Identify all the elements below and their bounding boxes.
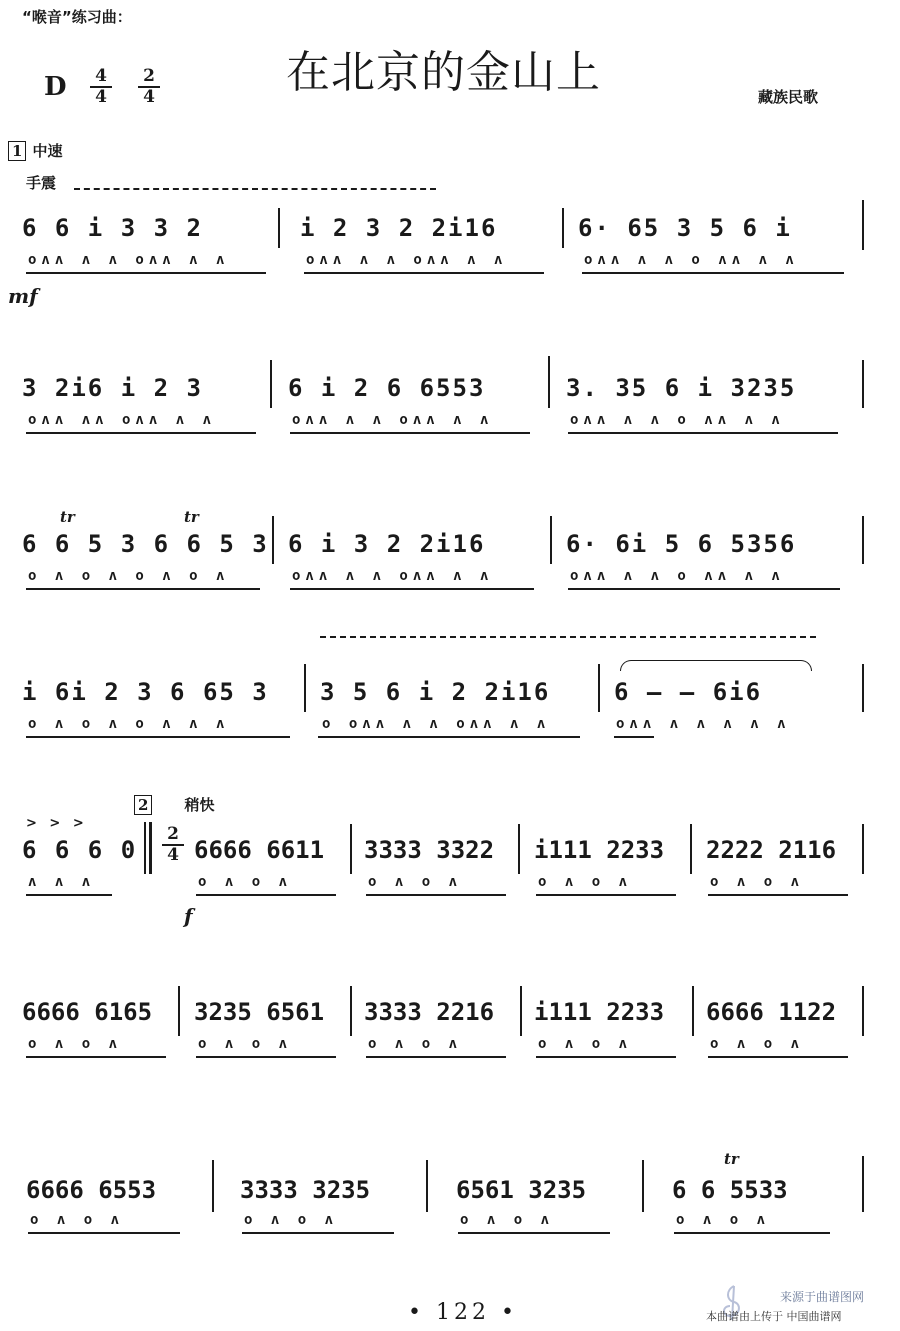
pattern-r1-m1: oʌʌ ʌ ʌ oʌʌ ʌ ʌ bbox=[28, 252, 230, 268]
pattern-underline bbox=[708, 894, 848, 896]
trill-mark: tr bbox=[60, 508, 75, 526]
pattern-r5-m2: o ʌ o ʌ bbox=[198, 874, 293, 890]
barline bbox=[862, 200, 864, 250]
accent-marks: > > > bbox=[26, 816, 88, 831]
pattern-r4-m2: o oʌʌ ʌ ʌ oʌʌ ʌ ʌ bbox=[322, 716, 551, 732]
measure-r2-m1: 3 2i6 i 2 3 bbox=[22, 374, 203, 402]
section-1-marker bbox=[8, 140, 62, 161]
measure-r6-m3: 3333 2216 bbox=[364, 998, 495, 1026]
barline bbox=[212, 1160, 214, 1212]
pattern-r2-m2: oʌʌ ʌ ʌ oʌʌ ʌ ʌ bbox=[292, 412, 494, 428]
tempo-label: 稍快 bbox=[184, 796, 215, 814]
pattern-underline bbox=[536, 894, 676, 896]
barline bbox=[862, 986, 864, 1036]
barline bbox=[692, 986, 694, 1036]
barline bbox=[862, 360, 864, 408]
song-origin: 藏族民歌 bbox=[758, 88, 819, 106]
time-signature-2-4 bbox=[138, 68, 160, 106]
measure-r5-m1: 6 6 6 0 bbox=[22, 836, 138, 864]
measure-r1-m2: i 2 3 2 2i16 bbox=[300, 214, 498, 242]
measure-r7-m4: 6 6 5533 bbox=[672, 1176, 788, 1204]
measure-r3-m3: 6· 6i 5 6 5356 bbox=[566, 530, 797, 558]
trill-mark: tr bbox=[724, 1150, 739, 1168]
pattern-r2-m1: oʌʌ ʌʌ oʌʌ ʌ ʌ bbox=[28, 412, 217, 428]
pattern-underline bbox=[708, 1056, 848, 1058]
dynamic-f: f bbox=[184, 904, 193, 928]
pattern-r1-m2: oʌʌ ʌ ʌ oʌʌ ʌ ʌ bbox=[306, 252, 508, 268]
section-number: 1 bbox=[8, 141, 26, 161]
pattern-r5-m5: o ʌ o ʌ bbox=[710, 874, 805, 890]
section-number: 2 bbox=[134, 795, 152, 815]
pattern-r6-m1: o ʌ o ʌ bbox=[28, 1036, 123, 1052]
pattern-r6-m4: o ʌ o ʌ bbox=[538, 1036, 633, 1052]
pattern-underline bbox=[26, 432, 256, 434]
time-signature-4-4 bbox=[90, 68, 112, 106]
pattern-underline bbox=[614, 736, 654, 738]
pattern-r5-m3: o ʌ o ʌ bbox=[368, 874, 463, 890]
pattern-r7-m4: o ʌ o ʌ bbox=[676, 1212, 771, 1228]
pattern-underline bbox=[366, 894, 506, 896]
time-numerator: 4 bbox=[95, 66, 107, 86]
pattern-r5-m1: ʌ ʌ ʌ bbox=[28, 874, 96, 890]
barline bbox=[862, 516, 864, 564]
barline bbox=[598, 664, 600, 712]
measure-r2-m3: 3. 35 6 i 3235 bbox=[566, 374, 797, 402]
measure-r5-m2: 6666 6611 bbox=[194, 836, 325, 864]
pattern-underline bbox=[242, 1232, 394, 1234]
pattern-r6-m2: o ʌ o ʌ bbox=[198, 1036, 293, 1052]
barline bbox=[548, 356, 550, 408]
pattern-underline bbox=[674, 1232, 830, 1234]
measure-r7-m3: 6561 3235 bbox=[456, 1176, 587, 1204]
measure-r6-m1: 6666 6165 bbox=[22, 998, 153, 1026]
technique-extension-line bbox=[74, 188, 436, 190]
key-signature: D bbox=[44, 72, 67, 102]
measure-r7-m2: 3333 3235 bbox=[240, 1176, 371, 1204]
pattern-underline bbox=[196, 1056, 336, 1058]
watermark-uploader: 本曲谱由上传于 中国曲谱网 bbox=[706, 1310, 842, 1323]
pattern-underline bbox=[536, 1056, 676, 1058]
barline bbox=[304, 664, 306, 712]
pattern-r4-m1: o ʌ o ʌ o ʌ ʌ ʌ bbox=[28, 716, 230, 732]
measure-r1-m1: 6 6 i 3 3 2 bbox=[22, 214, 203, 242]
measure-r4-m2: 3 5 6 i 2 2i16 bbox=[320, 678, 551, 706]
measure-r6-m4: i111 2233 bbox=[534, 998, 665, 1026]
measure-r3-m1: 6 6 5 3 6 6 5 3 bbox=[22, 530, 269, 558]
section-2-marker bbox=[134, 794, 214, 815]
technique-label: 手震 bbox=[26, 174, 57, 192]
barline bbox=[862, 664, 864, 712]
pattern-underline bbox=[290, 588, 534, 590]
pattern-r7-m3: o ʌ o ʌ bbox=[460, 1212, 555, 1228]
barline bbox=[426, 1160, 428, 1212]
pattern-r3-m3: oʌʌ ʌ ʌ o ʌʌ ʌ ʌ bbox=[570, 568, 785, 584]
pattern-r5-m4: o ʌ o ʌ bbox=[538, 874, 633, 890]
pattern-underline bbox=[318, 736, 580, 738]
barline bbox=[518, 824, 520, 874]
measure-r1-m3: 6· 65 3 5 6 i bbox=[578, 214, 792, 242]
measure-r5-m5: 2222 2116 bbox=[706, 836, 837, 864]
pattern-r2-m3: oʌʌ ʌ ʌ o ʌʌ ʌ ʌ bbox=[570, 412, 785, 428]
pattern-underline bbox=[26, 1056, 166, 1058]
measure-r4-m3: 6 – – 6i6 bbox=[614, 678, 763, 706]
pattern-underline bbox=[26, 736, 290, 738]
time-signature-2-4 bbox=[162, 826, 184, 864]
page-title: 在北京的金山上 bbox=[286, 47, 601, 98]
measure-r7-m1: 6666 6553 bbox=[26, 1176, 157, 1204]
measure-r4-m1: i 6i 2 3 6 65 3 bbox=[22, 678, 269, 706]
technique-extension-line bbox=[320, 636, 816, 638]
exercise-note: “喉音”练习曲： bbox=[22, 8, 132, 26]
page-number: • 122 • bbox=[408, 1300, 518, 1325]
pattern-underline bbox=[304, 272, 544, 274]
measure-r2-m2: 6 i 2 6 6553 bbox=[288, 374, 486, 402]
pattern-underline bbox=[458, 1232, 610, 1234]
measure-r6-m5: 6666 1122 bbox=[706, 998, 837, 1026]
pattern-underline bbox=[568, 432, 838, 434]
pattern-r7-m1: o ʌ o ʌ bbox=[30, 1212, 125, 1228]
pattern-underline bbox=[196, 894, 336, 896]
trill-mark: tr bbox=[184, 508, 199, 526]
barline bbox=[178, 986, 180, 1036]
double-barline bbox=[144, 822, 146, 874]
barline bbox=[562, 208, 564, 248]
pattern-r3-m2: oʌʌ ʌ ʌ oʌʌ ʌ ʌ bbox=[292, 568, 494, 584]
pattern-r7-m2: o ʌ o ʌ bbox=[244, 1212, 339, 1228]
barline bbox=[550, 516, 552, 564]
barline bbox=[520, 986, 522, 1036]
barline bbox=[862, 824, 864, 874]
pattern-r4-m3: oʌʌ ʌ ʌ ʌ ʌ ʌ bbox=[616, 716, 791, 732]
tempo-label: 中速 bbox=[32, 142, 63, 160]
time-numerator: 2 bbox=[143, 66, 155, 86]
pattern-underline bbox=[582, 272, 844, 274]
pattern-underline bbox=[290, 432, 530, 434]
pattern-r3-m1: o ʌ o ʌ o ʌ o ʌ bbox=[28, 568, 230, 584]
pattern-underline bbox=[26, 272, 266, 274]
barline bbox=[278, 208, 280, 248]
pattern-underline bbox=[366, 1056, 506, 1058]
pattern-underline bbox=[568, 588, 840, 590]
pattern-underline bbox=[26, 588, 260, 590]
time-denominator: 4 bbox=[167, 845, 179, 865]
barline bbox=[270, 360, 272, 408]
barline bbox=[272, 516, 274, 564]
tie-slur bbox=[620, 660, 812, 671]
time-numerator: 2 bbox=[167, 824, 179, 844]
measure-r3-m2: 6 i 3 2 2i16 bbox=[288, 530, 486, 558]
watermark-source: 来源于曲谱图网 bbox=[780, 1290, 865, 1304]
pattern-underline bbox=[26, 894, 112, 896]
pattern-r1-m3: oʌʌ ʌ ʌ o ʌʌ ʌ ʌ bbox=[584, 252, 799, 268]
dynamic-mf: mf bbox=[8, 284, 38, 308]
time-denominator: 4 bbox=[95, 87, 107, 107]
barline bbox=[862, 1156, 864, 1212]
pattern-r6-m3: o ʌ o ʌ bbox=[368, 1036, 463, 1052]
barline bbox=[350, 824, 352, 874]
pattern-r6-m5: o ʌ o ʌ bbox=[710, 1036, 805, 1052]
time-denominator: 4 bbox=[143, 87, 155, 107]
barline bbox=[642, 1160, 644, 1212]
barline bbox=[350, 986, 352, 1036]
barline bbox=[690, 824, 692, 874]
pattern-underline bbox=[28, 1232, 180, 1234]
double-barline-thick bbox=[149, 822, 152, 874]
measure-r5-m3: 3333 3322 bbox=[364, 836, 495, 864]
measure-r6-m2: 3235 6561 bbox=[194, 998, 325, 1026]
measure-r5-m4: i111 2233 bbox=[534, 836, 665, 864]
